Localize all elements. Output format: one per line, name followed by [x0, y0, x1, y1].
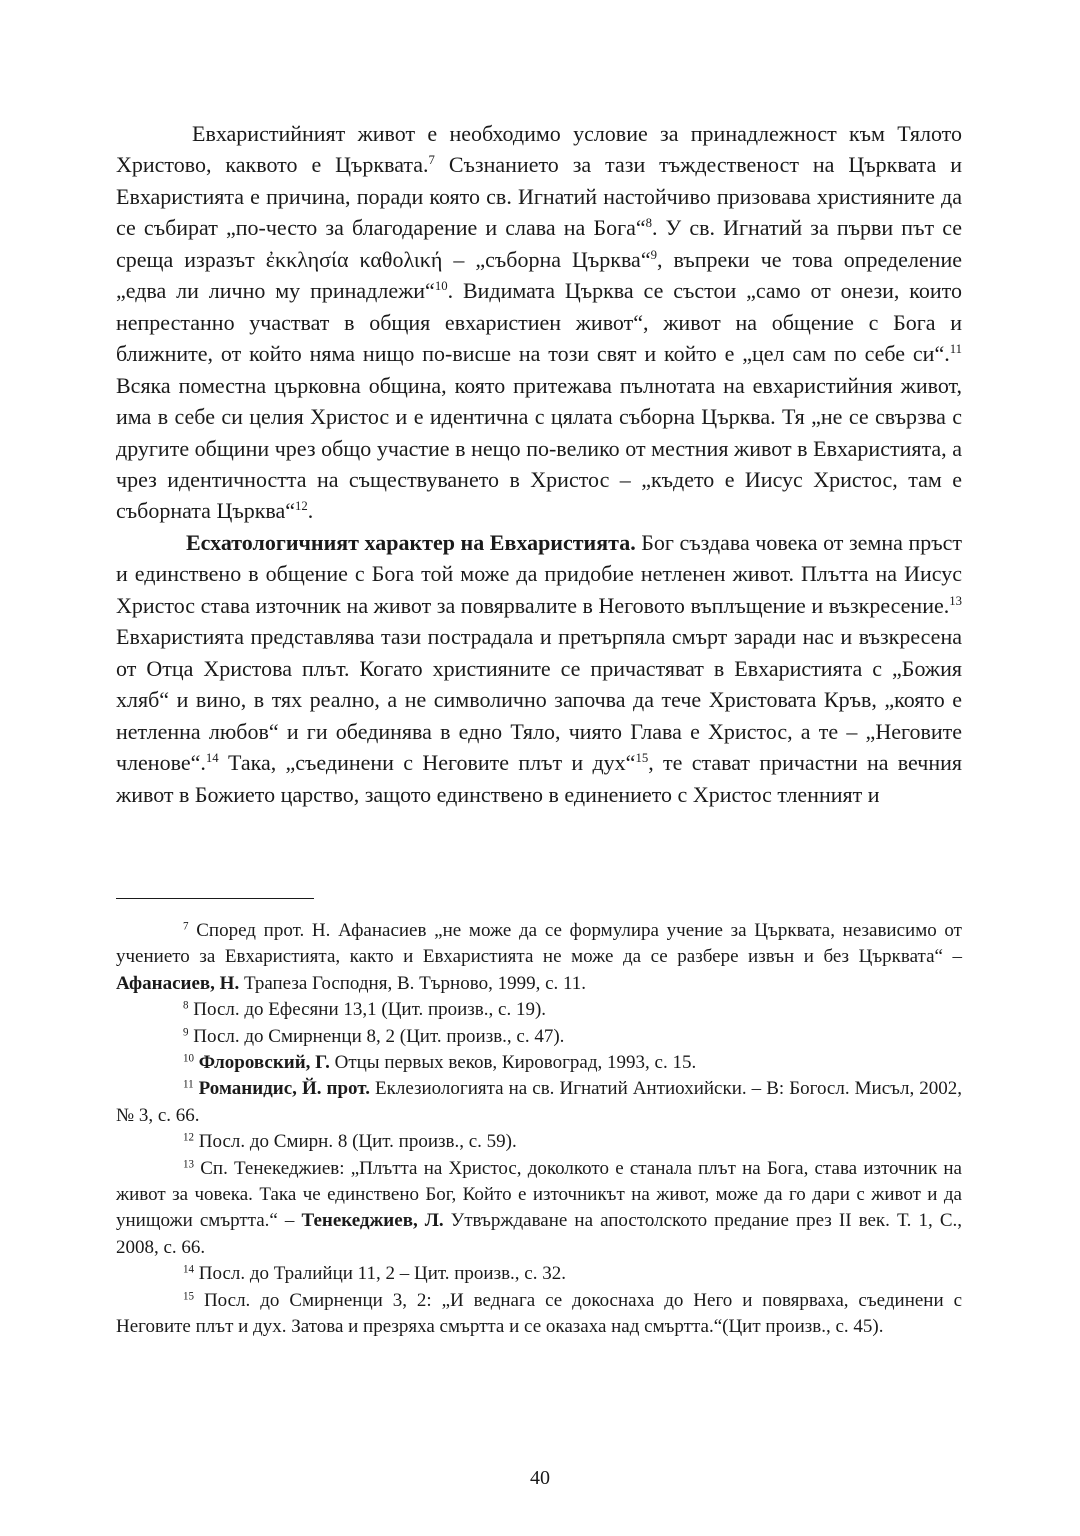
- footnote-ref-15: 15: [635, 751, 649, 766]
- footnote-text: Посл. до Ефесяни 13,1 (Цит. произв., с. 19).: [188, 999, 547, 1021]
- text-run: .: [307, 498, 314, 524]
- text-run: Така, „съединени с Неговите плът и дух“: [218, 750, 636, 776]
- footnote-number: 14: [183, 1263, 195, 1276]
- text-run: . У св. Игнатий за първи път се среща изразът ἐκκλησία καθολική – „съборна Църква“: [116, 215, 962, 272]
- footnote-number: 9: [183, 1026, 189, 1039]
- text-run: Евхаристията представлява тази пострадала и претърпяла смърт заради нас и възкресена от Отца Христова плът. Когато християните се причастяват в Евхаристията с „Божия хляб“ и вино, в тях реално, а не символично започва да тече Христовата Кръв, „която е нетленна любов“ и ги обединява в едно Тяло, чиято Глава е Христос, а те – „Неговите членове“.: [116, 624, 962, 776]
- footnote-number: 8: [183, 999, 189, 1012]
- footnote-number: 7: [183, 920, 189, 933]
- footnote-12: [116, 1129, 962, 1155]
- footnote-text: Трапеза Господня, В. Търново, 1999, с. 11.: [239, 972, 587, 994]
- text-run: Всяка поместна църковна община, която притежава пълнотата на евхаристийния живот, има в себе си целия Христос и е идентична с цялата съборна Църква. Тя „не се свързва с другите общини чрез общо участие в нещо по-велико от местния живот в Евхаристията, а чрез идентичността на съществуването в Христос – „където е Иисус Христос, там е съборната Църква“: [116, 372, 962, 524]
- text-run: , въпреки че това определение „едва ли лично му принадлежи“: [116, 246, 962, 304]
- footnote-text: Посл. до Смирненци 3, 2: „И веднага се докоснаха до Него и повярваха, съединени с Неговите плът и дух. Затова и презряха смъртта и се оказаха над смъртта.“(Цит произв., с. 45).: [116, 1289, 962, 1338]
- footnotes: [116, 918, 962, 1341]
- footnote-ref-7: 7: [428, 153, 435, 168]
- footnote-ref-14: 14: [205, 751, 219, 766]
- footnote-text: Според прот. Н. Афанасиев „не може да се формулира учение за Църквата, независимо от учението за Евхаристията, както и Евхаристията не може да се разбере извън и без Църквата“ –: [116, 920, 962, 968]
- footnote-ref-9: 9: [650, 247, 657, 262]
- footnote-15: [116, 1288, 962, 1341]
- footnote-11: [116, 1076, 962, 1129]
- text-run: Евхаристийният живот е необходимо условие за принадлежност към Тялото Христово, каквото е Църквата.: [116, 121, 962, 178]
- footnote-author: Афанасиев, Н.: [116, 972, 240, 994]
- footnote-ref-8: 8: [645, 216, 653, 231]
- text-run: Бог създава човека от земна пръст и единствено в общение с Бога той може да придобие нетленен живот. Плътта на Иисус Христос става източник на живот за повярвалите в Неговото въплъщение и възкресение.: [116, 529, 962, 618]
- footnote-author: Романидис, Й. прот.: [198, 1078, 370, 1100]
- main-text: [116, 118, 962, 810]
- footnote-text: Посл. до Тралийци 11, 2 – Цит. произв., с. 32.: [194, 1263, 566, 1285]
- footnote-ref-13: 13: [949, 593, 962, 608]
- footnote-9: [116, 1024, 962, 1050]
- text-run: . Видимата Църква се състои „само от онези, които непрестанно участват в общия евхаристиен живот“, живот на общение с Бога и ближните, от който няма нищо по-висше на този свят и който е „цел сам по себе си“.: [116, 278, 962, 367]
- footnote-number: 13: [183, 1158, 195, 1171]
- footnote-10: [116, 1050, 962, 1076]
- footnote-8: [116, 997, 962, 1023]
- footnote-ref-11: 11: [949, 342, 962, 357]
- footnote-text: Еклезиологията на св. Игнатий Антиохийски. – В: Богосл. Мисъл, 2002, № 3, с. 66.: [116, 1078, 963, 1126]
- footnote-text: Утвърждаване на апостолското предание през II век. Т. 1, С., 2008, с. 66.: [116, 1210, 962, 1258]
- footnote-text: Сп. Тенекеджиев: „Плътта на Христос, доколкото е станала плът на Бога, става източник на живот за човека. Така че единствено Бог, Който е източникът на живот, може да го дари с живот и да унищожи смъртта.“ –: [116, 1157, 962, 1232]
- footnote-text: Отцы первых веков, Кировоград, 1993, с. 15.: [329, 1052, 697, 1074]
- paragraph-eschatological: [116, 527, 962, 810]
- footnote-author: Флоровский, Г.: [198, 1052, 330, 1074]
- footnote-13: [116, 1156, 962, 1262]
- footnote-author: Тенекеджиев, Л.: [301, 1210, 444, 1232]
- footnote-14: [116, 1261, 962, 1287]
- footnote-text: Посл. до Смирненци 8, 2 (Цит. произв., с. 47).: [188, 1025, 565, 1047]
- footnote-separator: [116, 898, 314, 899]
- section-heading: Есхатологичният характер на Евхаристията.: [186, 529, 636, 555]
- paragraph-eucharistic-life: [116, 118, 962, 527]
- footnote-number: 10: [183, 1052, 195, 1065]
- text-run: , те стават причастни на вечния живот в Божието царство, защото единствено в единението с Христос тленният и: [116, 750, 962, 807]
- footnote-number: 15: [183, 1290, 195, 1303]
- footnote-ref-10: 10: [434, 279, 448, 294]
- footnote-7: [116, 918, 962, 997]
- page-number: 40: [530, 1467, 550, 1489]
- text-run: Съзнанието за тази тъждественост на Църквата и Евхаристията е причина, поради която св. Игнатий настойчиво призовава християните да се събират „по-често за благодарение и слава на Бога“: [116, 152, 962, 241]
- footnote-ref-12: 12: [295, 499, 308, 514]
- footnote-text: Посл. до Смирн. 8 (Цит. произв., с. 59).: [194, 1131, 517, 1153]
- footnote-number: 11: [183, 1079, 194, 1092]
- footnote-number: 12: [183, 1131, 195, 1144]
